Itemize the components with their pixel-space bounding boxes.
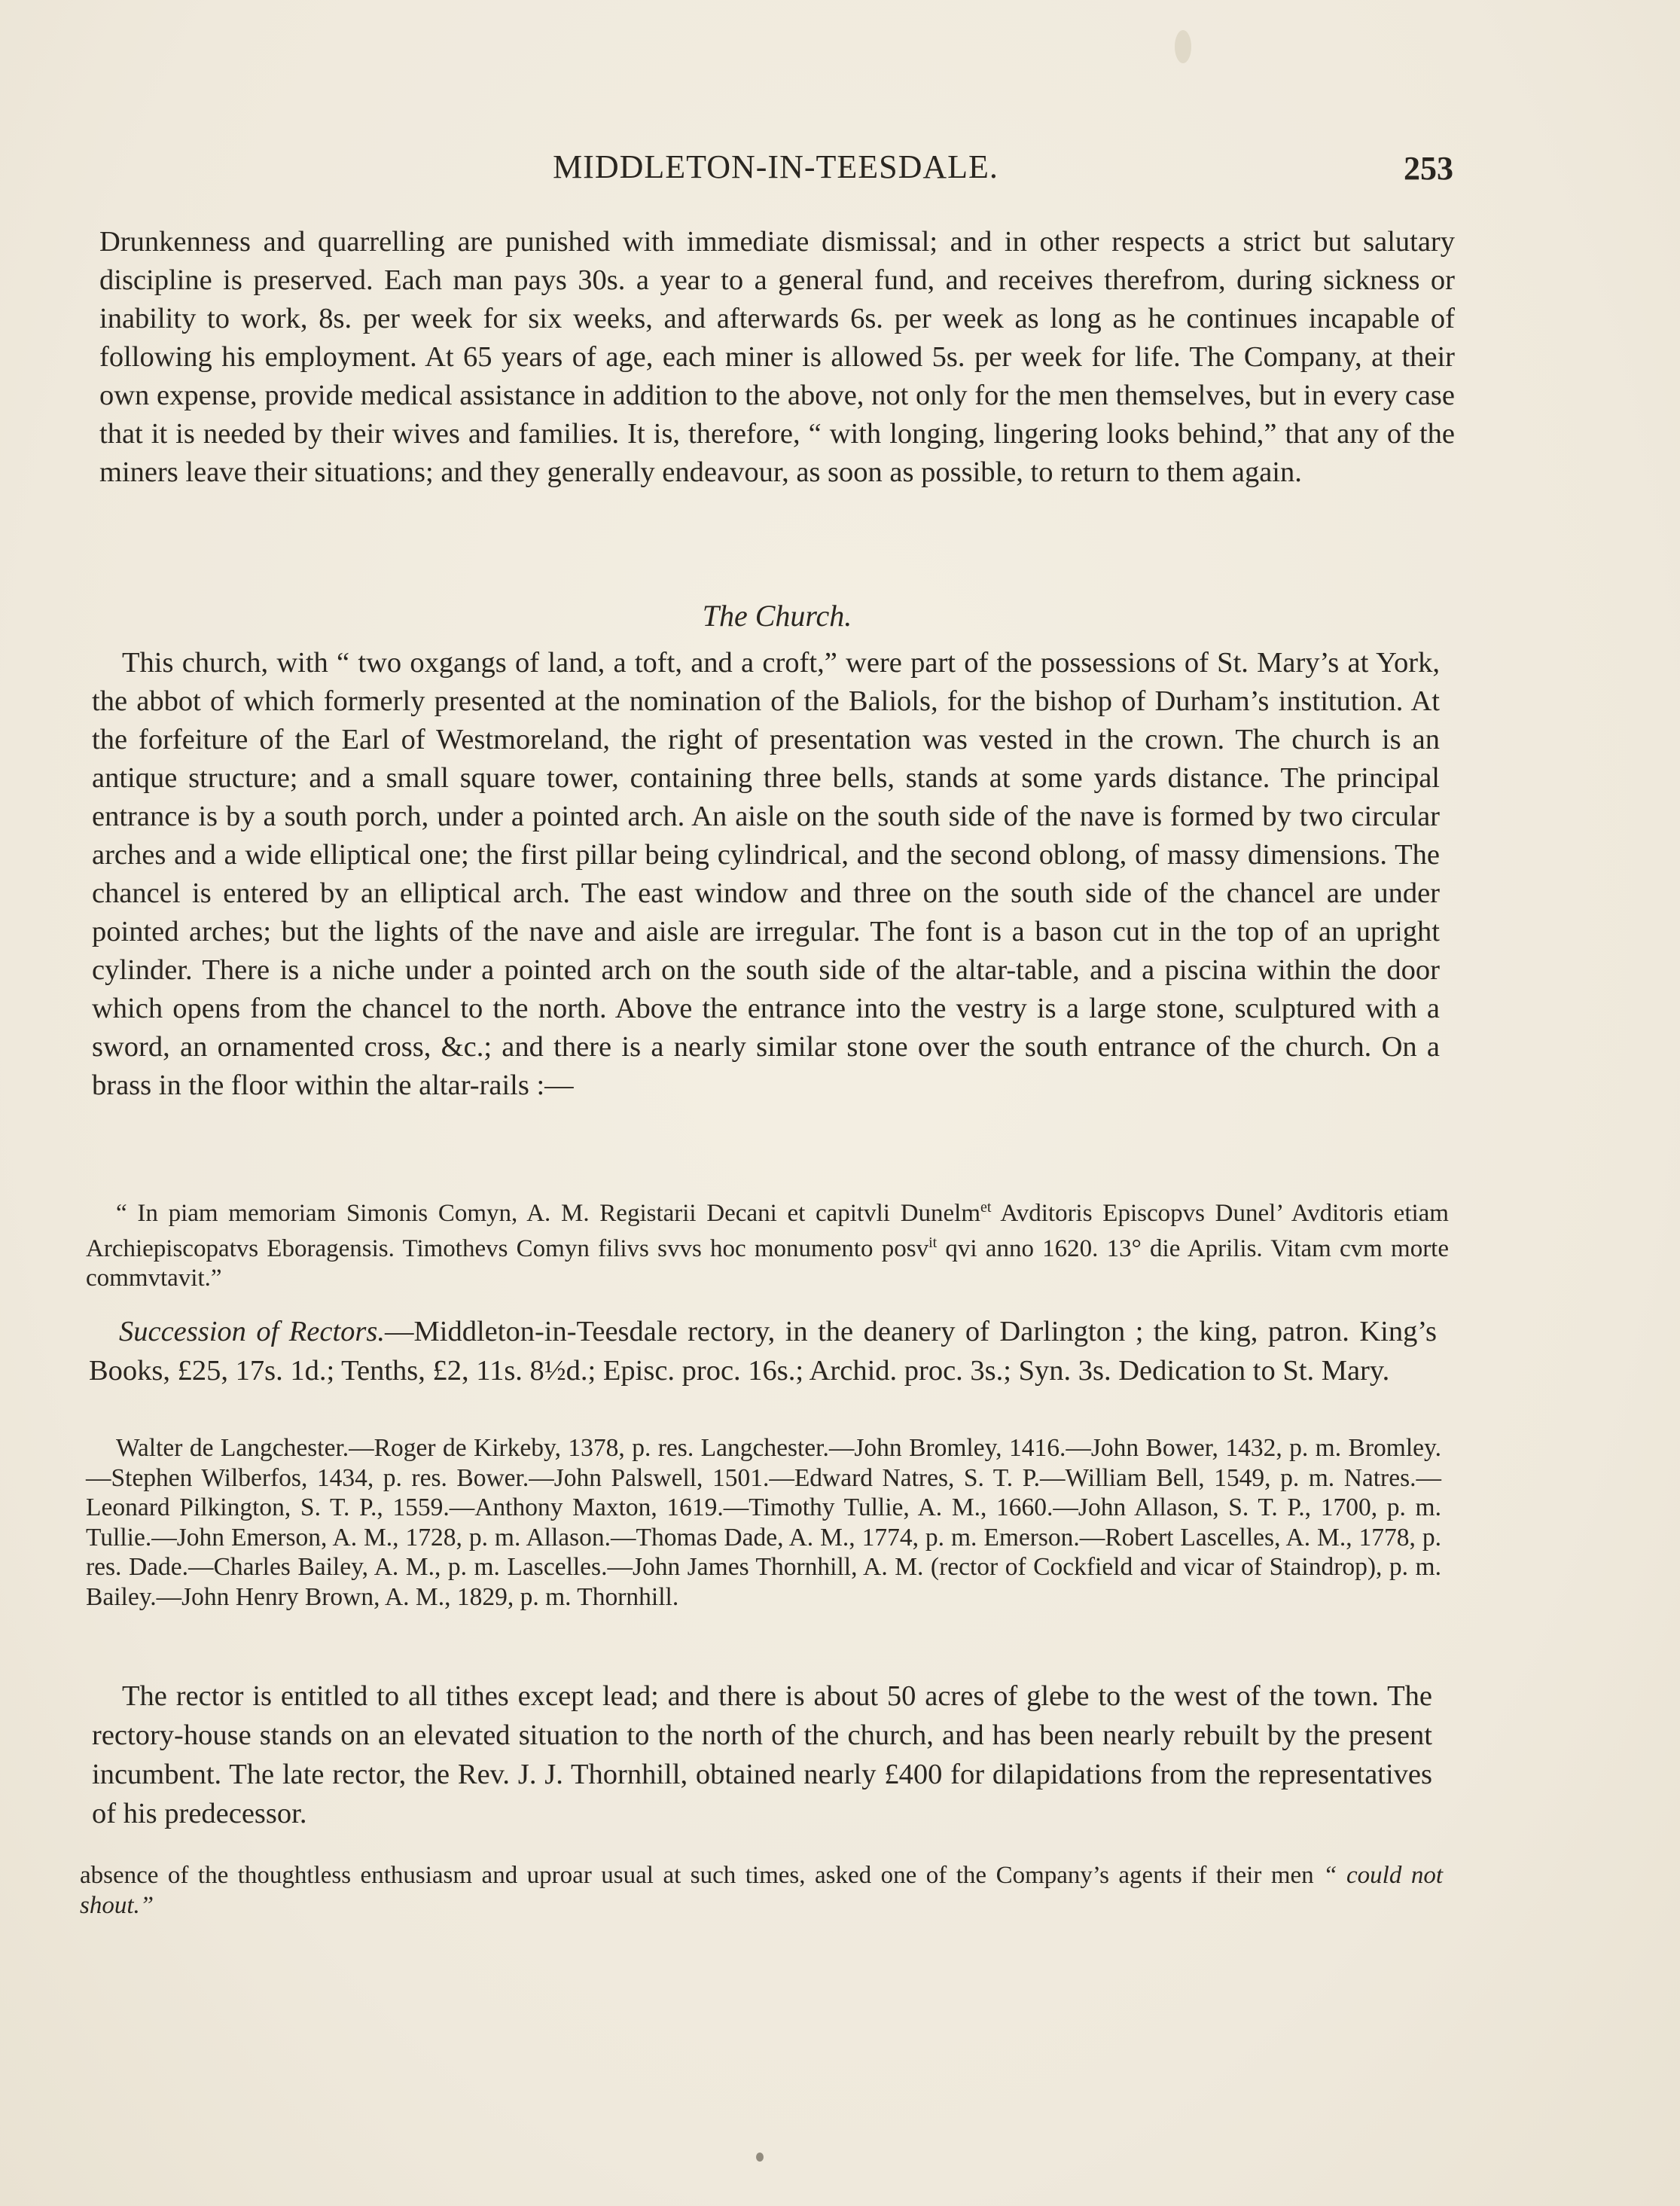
- running-head: MIDDLETON-IN-TEESDALE.: [553, 148, 999, 185]
- succession-text: —Middleton-in-Teesdale rectory, in the deanery of Darlington ; the king, patron. King’s Books, £25, 17s. 1d.; Tenths, £2, 11s. 8½d.; Episc. proc. 16s.; Archid. proc. 3s.; Syn. 3s. Dedication to St. Mary.: [89, 1316, 1437, 1387]
- inscription-part: Avditoris Episcopvs Dunel’ Avditoris etiam Archiepiscopatvs Eboragensis. Timothevs Comyn filivs svvs hoc monumento posv: [86, 1200, 1449, 1262]
- footnote-italic: “ could not shout.”: [80, 1862, 1444, 1919]
- section-heading-church: The Church.: [702, 599, 852, 633]
- paragraph-text: [89, 1312, 1437, 1390]
- rectors-text: Walter de Langchester.—Roger de Kirkeby, 1378, p. res. Langchester.—John Bromley, 1416.—John Bower, 1432, p. m. Bromley.—Stephen Wilberfos, 1434, p. res. Bower.—John Palswell, 1501.—Edward Natres, S. T. P.—William Bell, 1549, p. m. Natres.—Leonard Pilkington, S. T. P., 1559.—Anthony Maxton, 1619.—Timothy Tullie, A. M., 1660.—John Allason, S. T. P., 1700, p. m. Tullie.—John Emerson, A. M., 1728, p. m. Allason.—Thomas Dade, A. M., 1774, p. m. Emerson.—Robert Lascelles, A. M., 1778, p. res. Dade.—Charles Bailey, A. M., p. m. Lascelles.—John James Thornhill, A. M. (rector of Cockfield and vicar of Staindrop), p. m. Bailey.—John Henry Brown, A. M., 1829, p. m. Thornhill.: [86, 1434, 1441, 1611]
- paragraph-text: The rector is entitled to all tithes except lead; and there is about 50 acres of glebe to the west of the town. The rectory-house stands on an elevated situation to the north of the church, and has been nearly rebuilt by the present incumbent. The late rector, the Rev. J. J. Thornhill, obtained nearly £400 for dilapidations from the representatives of his predecessor.: [92, 1680, 1432, 1829]
- miners-paragraph: [99, 223, 1455, 492]
- superscript: et: [980, 1199, 992, 1216]
- inscription-part: “ In piam memoriam Simonis Comyn, A. M. Registarii Decani et capitvli Dunelm: [116, 1200, 981, 1227]
- paper-stain: [1175, 30, 1191, 63]
- rectors-list: [86, 1433, 1441, 1612]
- succession-paragraph: [89, 1312, 1437, 1390]
- superscript: it: [928, 1234, 938, 1251]
- paragraph-text: This church, with “ two oxgangs of land, a toft, and a croft,” were part of the possessions of St. Mary’s at York, the abbot of which formerly presented at the nomination of the Baliols, for the bishop of Durham’s institution. At the forfeiture of the Earl of Westmoreland, the right of presentation was vested in the crown. The church is an antique structure; and a small square tower, containing three bells, stands at some yards distance. The principal entrance is by a south porch, under a pointed arch. An aisle on the south side of the nave is formed by two circular arches and a wide elliptical one; the first pillar being cylindrical, and the second oblong, of massy dimensions. The chancel is entered by an elliptical arch. The east window and three on the south side of the chancel are under pointed arches; but the lights of the nave and aisle are irregular. The font is a bason cut in the top of an upright cylinder. There is a niche under a pointed arch on the south side of the altar-table, and a piscina within the door which opens from the chancel to the north. Above the entrance into the vestry is a large stone, sculptured with a sword, an ornamented cross, &c.; and there is a nearly similar stone over the south entrance of the church. On a brass in the floor within the altar-rails :—: [92, 647, 1440, 1101]
- ink-speck: [756, 2153, 764, 2162]
- brass-inscription: [86, 1193, 1449, 1293]
- footnote-body: absence of the thoughtless enthusiasm and uproar usual at such times, asked one of the Company’s agents if their men: [80, 1862, 1314, 1889]
- inscription-part: qvi anno 1620. 13° die Aprilis. Vitam cvm morte commvtavit.”: [86, 1235, 1449, 1292]
- paragraph-text: Drunkenness and quarrelling are punished with immediate dismissal; and in other respects a strict but salutary discipline is preserved. Each man pays 30s. a year to a general fund, and receives therefrom, during sickness or inability to work, 8s. per week for six weeks, and afterwards 6s. per week as long as he continues incapable of following his employment. At 65 years of age, each miner is allowed 5s. per week for life. The Company, at their own expense, provide medical assistance in addition to the above, not only for the men themselves, but in every case that it is needed by their wives and families. It is, therefore, “ with longing, lingering looks behind,” that any of the miners leave their situations; and they generally endeavour, as soon as possible, to return to them again.: [99, 226, 1455, 488]
- page-number: 253: [1404, 150, 1453, 187]
- footnote: [80, 1860, 1443, 1921]
- page-header: [98, 148, 1453, 193]
- rectory-paragraph: [92, 1677, 1432, 1833]
- footnote-text: [80, 1860, 1443, 1921]
- church-paragraph: [92, 644, 1440, 1105]
- succession-label: Succession of Rectors.: [119, 1316, 386, 1347]
- inscription-text: [86, 1193, 1449, 1293]
